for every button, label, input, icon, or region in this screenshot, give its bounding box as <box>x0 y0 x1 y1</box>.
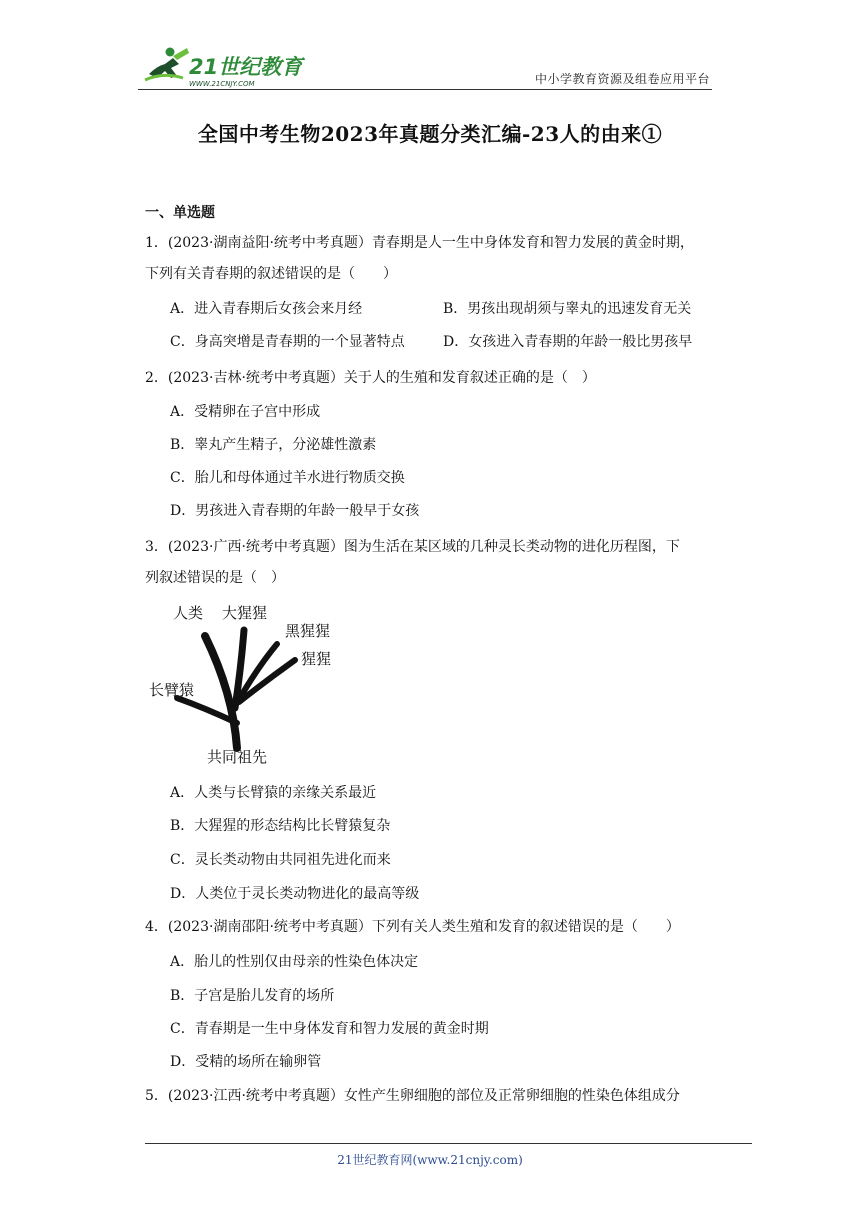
label-gibbon: 长臂猿 <box>149 681 195 699</box>
primate-evolution-tree <box>145 598 355 773</box>
footer-link[interactable]: 21世纪教育网(www.21cnjy.com) <box>337 1153 523 1167</box>
question-1-stem <box>145 228 720 290</box>
question-3-option-c[interactable]: C．灵长类动物由共同祖先进化而来 <box>170 852 391 868</box>
header-divider <box>138 89 712 90</box>
question-2-option-b[interactable]: B．睾丸产生精子，分泌雄性激素 <box>170 437 377 453</box>
question-3-option-a[interactable]: A．人类与长臂猿的亲缘关系最近 <box>170 785 377 801</box>
question-2-option-d[interactable]: D．男孩进入青春期的年龄一般早于女孩 <box>170 503 420 519</box>
question-4-line-1: 4．(2023·湖南邵阳·统考中考真题）下列有关人类生殖和发育的叙述错误的是（ ） <box>145 919 680 935</box>
question-1-option-c[interactable]: C．身高突增是青春期的一个显著特点 <box>170 334 405 350</box>
question-3-line-2: 列叙述错误的是（ ） <box>145 570 285 586</box>
question-1-line-1: 1．(2023·湖南益阳·统考中考真题）青春期是人一生中身体发育和智力发展的黄金时期， <box>145 235 694 251</box>
question-3-line-1: 3．(2023·广西·统考中考真题）图为生活在某区域的几种灵长类动物的进化历程图，下 <box>145 539 680 555</box>
label-gorilla: 大猩猩 <box>222 604 268 622</box>
question-3-option-b[interactable]: B．大猩猩的形态结构比长臂猿复杂 <box>170 818 391 834</box>
question-2-stem <box>145 363 720 394</box>
section-heading: 一、单选题 <box>145 205 215 221</box>
runner-icon <box>145 48 189 81</box>
logo-text: 21世纪教育 <box>189 55 303 79</box>
question-4-option-c[interactable]: C．青春期是一生中身体发育和智力发展的黄金时期 <box>170 1021 489 1037</box>
label-human: 人类 <box>173 604 204 622</box>
label-orangutan: 猩猩 <box>301 650 332 668</box>
label-chimpanzee: 黑猩猩 <box>285 622 331 640</box>
tree-branches <box>177 630 295 748</box>
question-1-line-2: 下列有关青春期的叙述错误的是（ ） <box>145 266 397 282</box>
question-4-option-d[interactable]: D．受精的场所在输卵管 <box>170 1054 322 1070</box>
question-3-stem <box>145 532 720 594</box>
question-1-option-b[interactable]: B．男孩出现胡须与睾丸的迅速发育无关 <box>443 301 692 317</box>
site-logo <box>143 44 313 90</box>
logo-url: WWW.21CNJY.COM <box>189 80 255 88</box>
page-title: 全国中考生物2023年真题分类汇编-23人的由来① <box>197 122 663 146</box>
question-2-line-1: 2．(2023·吉林·统考中考真题）关于人的生殖和发育叙述正确的是（ ） <box>145 370 596 386</box>
question-5-stem <box>145 1081 720 1112</box>
question-2-option-c[interactable]: C．胎儿和母体通过羊水进行物质交换 <box>170 470 405 486</box>
question-3-option-d[interactable]: D．人类位于灵长类动物进化的最高等级 <box>170 886 420 902</box>
question-4-stem <box>145 912 720 943</box>
question-4-option-a[interactable]: A．胎儿的性别仅由母亲的性染色体决定 <box>170 954 419 970</box>
platform-name: 中小学教育资源及组卷应用平台 <box>534 72 710 86</box>
label-common-ancestor: 共同祖先 <box>207 748 268 766</box>
question-1-option-d[interactable]: D．女孩进入青春期的年龄一般比男孩早 <box>443 334 693 350</box>
question-1-option-a[interactable]: A．进入青春期后女孩会来月经 <box>170 301 363 317</box>
question-5-line-1: 5．(2023·江西·统考中考真题）女性产生卵细胞的部位及正常卵细胞的性染色体组成分 <box>145 1088 680 1104</box>
question-2-option-a[interactable]: A．受精卵在子宫中形成 <box>170 404 321 420</box>
question-4-option-b[interactable]: B．子宫是胎儿发育的场所 <box>170 988 335 1004</box>
footer-divider <box>145 1143 752 1144</box>
